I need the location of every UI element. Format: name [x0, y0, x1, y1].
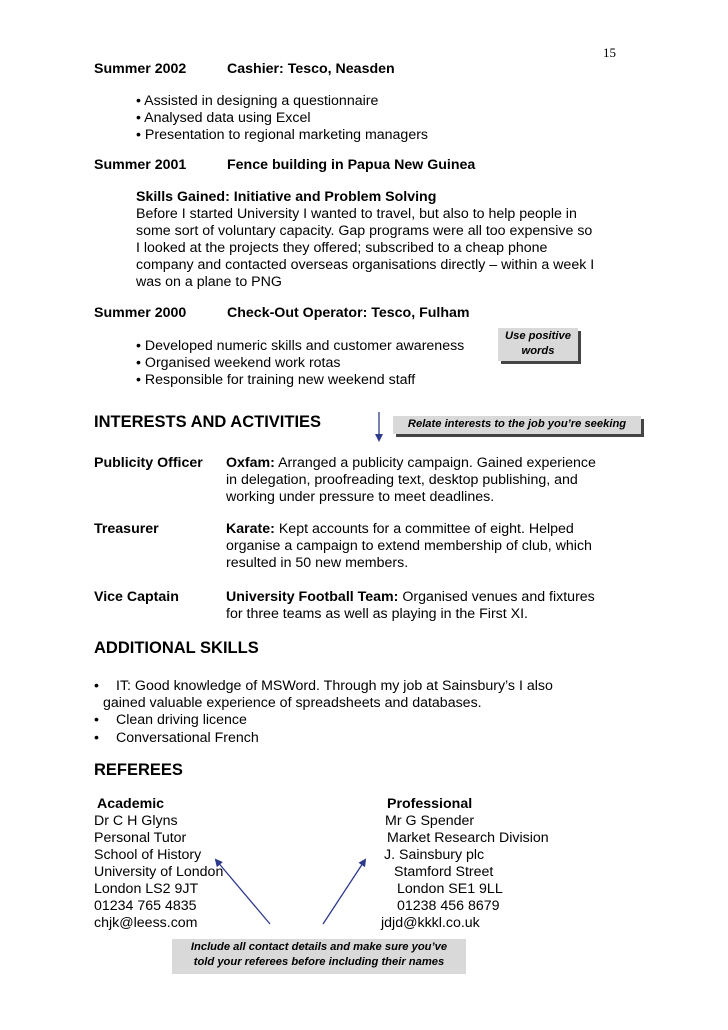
- interest-org: University Football Team:: [226, 589, 399, 605]
- interest-line: in delegation, proofreading text, desktop publishing, and: [226, 472, 578, 488]
- job-bullet: • Analysed data using Excel: [136, 110, 311, 126]
- note-line: told your referees before including their names: [193, 956, 445, 968]
- referee-academic-line: School of History: [94, 847, 202, 863]
- referee-academic-line: London LS2 9JT: [94, 881, 199, 897]
- skill-line: IT: Good knowledge of MSWord. Through my job at Sainsbury’s I also: [116, 678, 553, 694]
- interest-text: Organised venues and fixtures: [402, 589, 595, 605]
- referee-professional-line: 01238 456 8679: [397, 898, 500, 914]
- job-subheading: Skills Gained: Initiative and Problem Solving: [136, 189, 437, 205]
- job-bullet: • Developed numeric skills and customer awareness: [136, 338, 465, 354]
- section-heading-referees: REFEREES: [94, 761, 183, 779]
- skill-line: gained valuable experience of spreadsheets and databases.: [103, 695, 482, 711]
- referee-professional-line: Market Research Division: [387, 830, 549, 846]
- referee-academic-line: University of London: [94, 864, 224, 880]
- skill-line: Conversational French: [116, 730, 259, 746]
- section-heading-interests: INTERESTS AND ACTIVITIES: [94, 413, 322, 431]
- job-bullet: • Organised weekend work rotas: [136, 355, 341, 371]
- interest-line: organise a campaign to extend membership of club, which: [226, 538, 592, 554]
- skill-line: Clean driving licence: [116, 712, 247, 728]
- job-paragraph-line: some sort of voluntary capacity. Gap programs were all too expensive so: [136, 223, 593, 239]
- job-period: Summer 2000: [94, 305, 187, 321]
- interest-line: resulted in 50 new members.: [226, 555, 409, 571]
- referee-academic-heading: Academic: [97, 796, 165, 812]
- arrow-professional-referee: [323, 860, 365, 924]
- referee-professional-line: J. Sainsbury plc: [384, 847, 485, 863]
- job-paragraph-line: Before I started University I wanted to travel, but also to help people in: [136, 206, 577, 222]
- job-bullet: • Presentation to regional marketing managers: [136, 127, 429, 143]
- skill-bullet: •: [94, 678, 99, 694]
- interest-org: Karate:: [226, 521, 275, 537]
- job-bullet: • Responsible for training new weekend staff: [136, 372, 416, 388]
- skill-bullet: •: [94, 712, 99, 728]
- referee-academic-line: chjk@leess.com: [94, 915, 198, 931]
- section-heading-additional-skills: ADDITIONAL SKILLS: [94, 639, 259, 657]
- note-line: Use positive: [505, 330, 571, 342]
- job-bullet: • Assisted in designing a questionnaire: [136, 93, 379, 109]
- referee-professional-line: jdjd@kkkl.co.uk: [381, 915, 480, 931]
- referee-professional-line: London SE1 9LL: [397, 881, 503, 897]
- interest-line: for three teams as well as playing in the First XI.: [226, 606, 529, 622]
- job-paragraph-line: was on a plane to PNG: [136, 274, 282, 290]
- note-line: words: [521, 345, 555, 357]
- interest-org: Oxfam:: [226, 455, 275, 471]
- job-title: Check-Out Operator: Tesco, Fulham: [227, 305, 470, 321]
- referee-academic-line: Dr C H Glyns: [94, 813, 178, 829]
- page-number: 15: [603, 45, 616, 60]
- referee-professional-line: Mr G Spender: [385, 813, 475, 829]
- interest-role: Treasurer: [94, 521, 159, 537]
- referee-professional-line: Stamford Street: [394, 864, 494, 880]
- job-paragraph-line: I looked at the projects they offered; subscribed to a cheap phone: [136, 240, 548, 256]
- note-line: Include all contact details and make sure you’ve: [190, 941, 448, 953]
- job-paragraph-line: company and contacted overseas organisations directly – within a week I: [136, 257, 595, 273]
- referee-academic-line: Personal Tutor: [94, 830, 187, 846]
- interest-text: Arranged a publicity campaign. Gained experience: [278, 455, 596, 471]
- referee-academic-line: 01234 765 4835: [94, 898, 197, 914]
- job-title: Cashier: Tesco, Neasden: [227, 61, 395, 77]
- skill-bullet: •: [94, 730, 99, 746]
- interest-line: working under pressure to meet deadlines.: [226, 489, 495, 505]
- interest-text: Kept accounts for a committee of eight. Helped: [278, 521, 574, 537]
- referee-professional-heading: Professional: [387, 796, 473, 812]
- interest-role: Publicity Officer: [94, 455, 203, 471]
- job-period: Summer 2001: [94, 157, 187, 173]
- arrow-academic-referee: [216, 860, 270, 924]
- interest-role: Vice Captain: [94, 589, 179, 605]
- note-relate-interests: Relate interests to the job you’re seeking: [393, 416, 641, 434]
- job-period: Summer 2002: [94, 61, 187, 77]
- job-title: Fence building in Papua New Guinea: [227, 157, 476, 173]
